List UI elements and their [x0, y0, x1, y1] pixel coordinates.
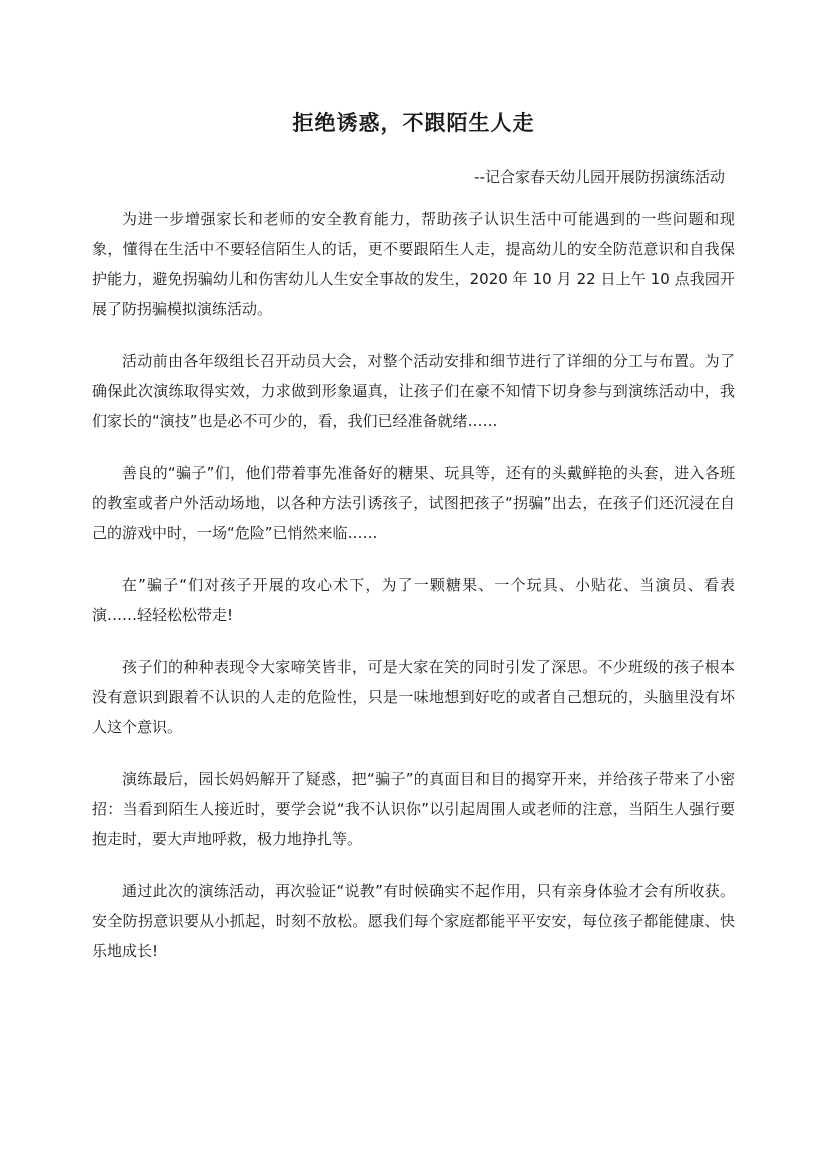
paragraph: 孩子们的种种表现令大家啼笑皆非，可是大家在笑的同时引发了深思。不少班级的孩子根本没有意识到跟着不认识的人走的危险性，只是一味地想到好吃的或者自己想玩的，头脑里没有坏人这个意识。: [92, 658, 735, 736]
paragraph: 演练最后，园长妈妈解开了疑惑，把“骗子”的真面目和目的揭穿开来，并给孩子带来了小密招：当看到陌生人接近时，要学会说“我不认识你”以引起周围人或老师的注意，当陌生人强行要抱走时，要大声地呼救，极力地挣扎等。: [92, 770, 735, 848]
paragraph: 善良的“骗子”们，他们带着事先准备好的糖果、玩具等，还有的头戴鲜艳的头套，进入各班的教室或者户外活动场地，以各种方法引诱孩子，试图把孩子“拐骗”出去，在孩子们还沉浸在自己的游戏中时，一场“危险”已悄然来临……: [92, 464, 735, 542]
paragraph: 为进一步增强家长和老师的安全教育能力，帮助孩子认识生活中可能遇到的一些问题和现象，懂得在生活中不要轻信陌生人的话，更不要跟陌生人走，提高幼儿的安全防范意识和自我保护能力，避免拐骗幼儿和伤害幼儿人生安全事故的发生，2020 年 10 月 22 日上午 10 点我园开展了防拐骗模拟演练活动。: [92, 210, 735, 318]
page-subtitle: --记合家春天幼儿园开展防拐演练活动: [474, 168, 725, 186]
paragraph: 通过此次的演练活动，再次验证“说教”有时候确实不起作用，只有亲身体验才会有所收获。安全防拐意识要从小抓起，时刻不放松。愿我们每个家庭都能平平安安，每位孩子都能健康、快乐地成长!: [92, 882, 735, 960]
page-title: 拒绝诱惑，不跟陌生人走: [292, 110, 535, 135]
paragraph: 活动前由各年级组长召开动员大会，对整个活动安排和细节进行了详细的分工与布置。为了确保此次演练取得实效，力求做到形象逼真，让孩子们在豪不知情下切身参与到演练活动中，我们家长的“演技”也是必不可少的，看，我们已经准备就绪……: [92, 352, 735, 430]
article-body: [92, 204, 735, 966]
paragraph: 在”骗子“们对孩子开展的攻心术下，为了一颗糖果、一个玩具、小贴花、当演员、看表演……轻轻松松带走!: [92, 576, 735, 624]
